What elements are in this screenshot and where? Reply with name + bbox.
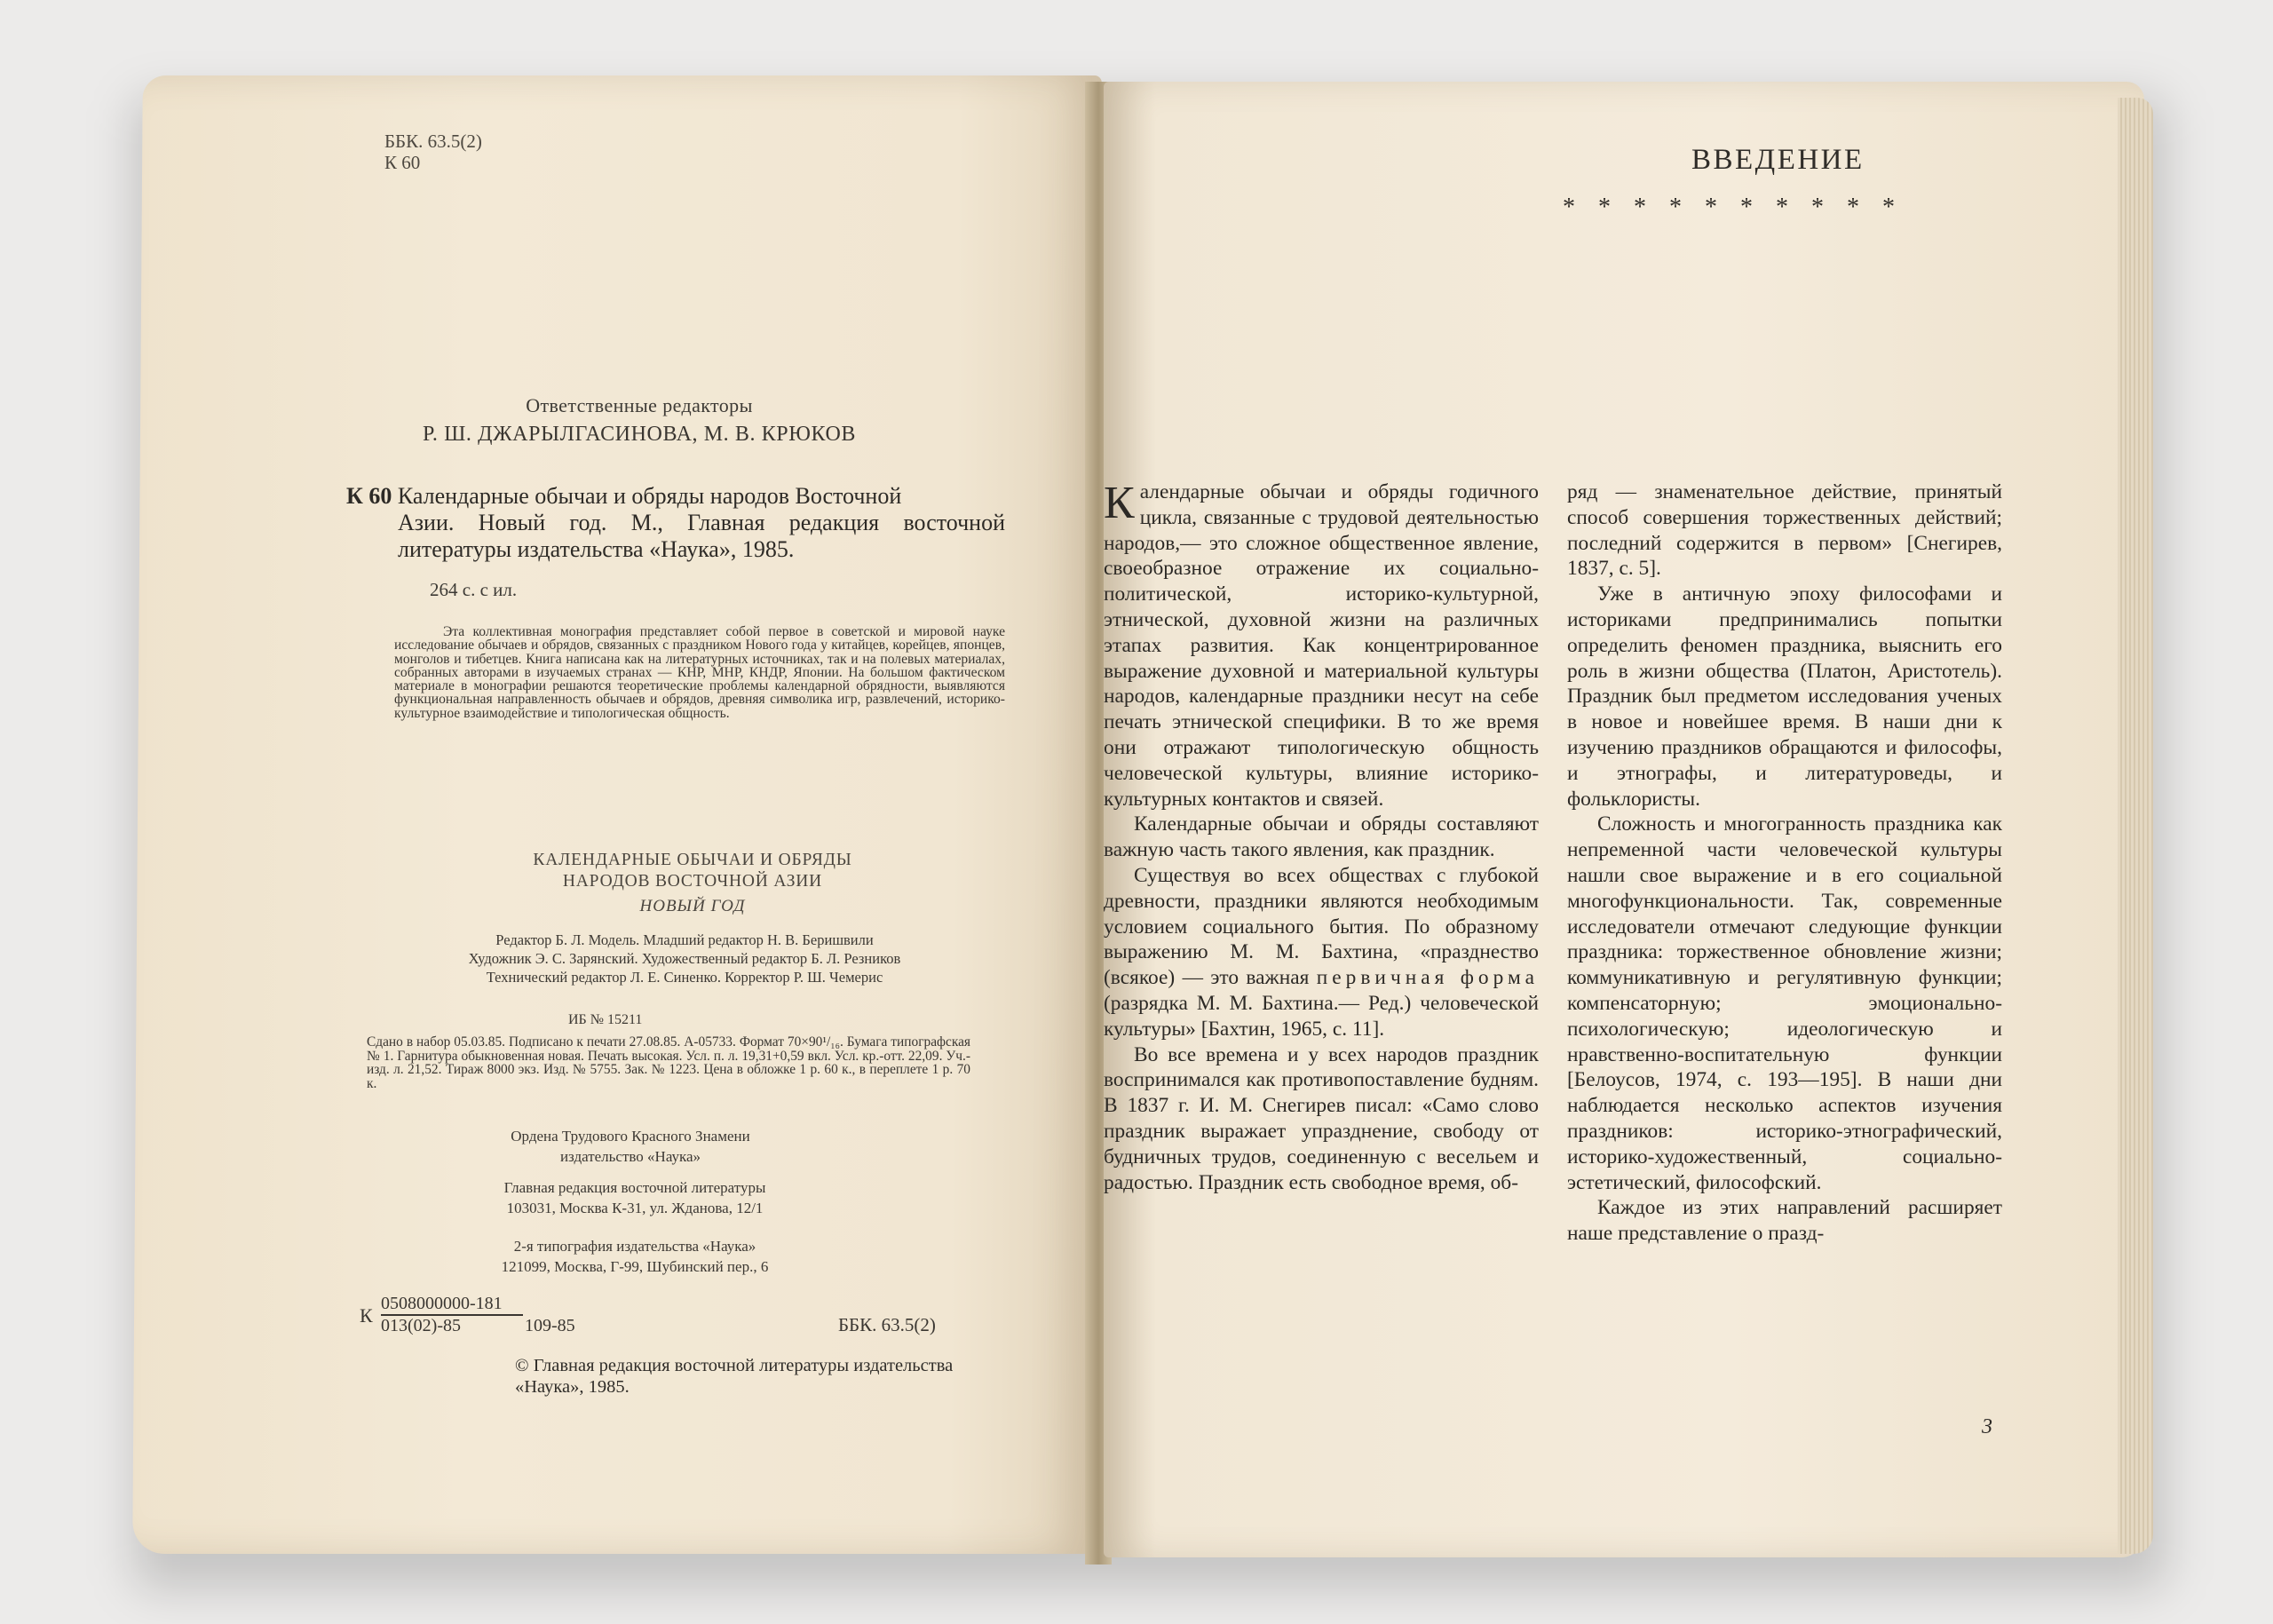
print-line: 2-я типография издательства «Наука» — [513, 1238, 756, 1255]
fraction-letter: К — [360, 1304, 373, 1327]
catalog-entry-first-line — [346, 483, 1005, 510]
credits-block — [371, 931, 998, 986]
order-line: Ордена Трудового Красного Знамени — [511, 1128, 750, 1145]
paragraph — [1104, 479, 1539, 812]
drop-cap: К — [1104, 478, 1135, 528]
fraction-tail: 109-85 — [525, 1316, 575, 1335]
paragraph: ряд — знаменательное действие, принятый способ совершения торжественных действий; последний содержится в первом» [Снегирев, 1837, с. 5]. — [1567, 480, 2002, 581]
publishing-house-block — [426, 1177, 843, 1218]
bbk-line: ББК. 63.5(2) — [384, 131, 482, 152]
copyright-notice: © Главная редакция восточной литературы издательства «Наука», 1985. — [515, 1356, 954, 1397]
credits-line: Технический редактор Л. Е. Синенко. Корректор Р. Ш. Чемерис — [486, 969, 883, 986]
fraction-numerator: 0508000000-181 — [381, 1294, 503, 1313]
publication-data — [367, 1035, 970, 1090]
catalog-code-line: К 60 — [384, 152, 421, 173]
order-line: издательство «Наука» — [559, 1148, 701, 1165]
responsible-editors-names: Р. Ш. ДЖАРЫЛГАСИНОВА, М. В. КРЮКОВ — [422, 423, 857, 446]
bbk-code-top — [384, 131, 482, 173]
bbk-code-bottom: ББК. 63.5(2) — [838, 1314, 936, 1335]
paragraph-text: Существуя во всех обществах с глубокой древности, праздники являются необходимым условием социального бытия. По образному выражению М. М. Бахтина, «празднество (всякое) — это важная — [1104, 863, 1539, 990]
paragraph: Во все времена и у всех народов праздник воспринимался как противопоставление будням. В 1837 г. И. М. Снегирев писал: «Само слово праздник выражает упразднение, свободу от будничных трудов, соединенную с весельем и радостью. Праздник есть свободное время, об- — [1104, 1042, 1539, 1194]
paragraph: Сложность и многогранность праздника как непременной части человеческой культуры нашли свое выражение и в его социальной многофункциональности. Так, современные исследователи отмечают следующие функции праздника: торжественное обновление жизни; коммуникативную и регулятивную функции; компенсаторную; эмоционально-психологическую; идеологическую и нравственно-воспитательную функции [Белоусов, 1974, с. 193—195]. В наши дни наблюдается несколько аспектов изучения праздников: историко-этнографический, историко-художественный, социально-эстетический, философский. — [1567, 812, 2002, 1194]
annotation — [394, 625, 1005, 720]
catalog-entry-code: К 60 — [346, 483, 392, 509]
paragraph-text: алендарные обычаи и обряды годичного цикла, связанные с трудовой деятельностью народов,— это сложное общественное явление, своеобразное отражение их социально-политической, историко-культурной, этнической, духовной жизни на различных этапах развития. Как концентрированное выражение духовной и материальной культуры народов, календарные праздники несут на себе печать этнической специфики. В то же время они отражают типологическую общность человеческой культуры, влияние историко-культурных контактов и связей. — [1104, 480, 1539, 811]
credits-line: Художник Э. С. Зарянский. Художественный редактор Б. Л. Резников — [468, 950, 901, 967]
credits-line: Редактор Б. Л. Модель. Младший редактор Н. В. Беришвили — [495, 931, 874, 948]
page-count: 264 с. с ил. — [430, 579, 518, 600]
catalog-entry-rest: Азии. Новый год. М., Главная редакция восточной литературы издательства «Наука», 1985. — [398, 510, 1005, 562]
responsible-editors-title: Ответственные редакторы — [526, 394, 753, 416]
paragraph — [1104, 863, 1539, 1042]
text-column-right — [1567, 479, 2002, 1247]
publication-data-text: Сдано в набор 05.03.85. Подписано к печати 27.08.85. А-05733. Формат 70×90¹/₁₆. Бумага типографская № 1. Гарнитура обыкновенная новая. Печать высокая. Усл. п. л. 19,31+0,59 вкл. Усл. кр.-отт. 22,09. Уч.-изд. л. 21,52. Тираж 8000 экз. Изд. № 5755. Зак. № 1223. Цена в обложке 1 р. 60 к., в переплете 1 р. 70 к. — [367, 1034, 970, 1091]
caps-subtitle: НОВЫЙ ГОД — [639, 897, 746, 915]
paragraph-text: (разрядка М. М. Бахтина.— Ред.) человеческой культуры» [Бахтин, 1965, с. 11]. — [1104, 991, 1539, 1041]
fraction-denominator: 013(02)-85 — [381, 1316, 461, 1335]
paragraph: Календарные обычаи и обряды составляют важную часть такого явления, как праздник. — [1104, 812, 1539, 862]
order-block — [444, 1126, 817, 1167]
ornament-stars: ********** — [1563, 194, 1918, 221]
spaced-emphasis: первичная форма — [1316, 966, 1539, 990]
annotation-text: Эта коллективная монография представляет собой первое в советской и мировой науке исследование обычаев и обрядов, связанных с праздником Нового года у китайцев, корейцев, японцев, монголов и тибетцев. Книга написана как на литературных источниках, так и на полевых материалах, собранных авторами в изучаемых странах — КНР, МНР, КНДР, Японии. На большом фактическом материале в монографии решаются теоретические проблемы календарной обрядности, выявляются функциональная направленность обычаев и обрядов, древняя символика игр, развлечений, историко-культурное взаимодействие и типологическая общность. — [394, 624, 1005, 721]
catalog-entry-title: Календарные обычаи и обряды народов Восточной — [397, 483, 902, 509]
text-column-left — [1104, 479, 1539, 1195]
print-line: 121099, Москва, Г-99, Шубинский пер., 6 — [501, 1258, 769, 1275]
paragraph: Уже в античную эпоху философами и историками предпринимались попытки определить феномен праздника, выяснить его роль в жизни общества (Платон, Аристотель). Праздник был предметом исследования ученых в новое и новейшее время. В наши дни к изучению праздников обращаются и философы, и этнографы, и литературоведы, и фольклористы. — [1567, 582, 2002, 811]
left-page — [132, 75, 1102, 1554]
house-line: Главная редакция восточной литературы — [503, 1179, 766, 1196]
ib-number: ИБ № 15211 — [568, 1012, 643, 1027]
page-edges — [2118, 98, 2153, 1554]
caps-title-line1: КАЛЕНДАРНЫЕ ОБЫЧАИ И ОБРЯДЫ — [533, 851, 852, 869]
chapter-heading: ВВЕДЕНИЕ — [1691, 144, 1865, 176]
caps-title-line2: НАРОДОВ ВОСТОЧНОЙ АЗИИ — [562, 872, 823, 891]
page-number: 3 — [1982, 1415, 1992, 1438]
paragraph: Каждое из этих направлений расширяет наше представление о празд- — [1567, 1196, 2002, 1246]
printing-house-block — [426, 1236, 843, 1277]
house-line: 103031, Москва К-31, ул. Жданова, 12/1 — [506, 1200, 764, 1216]
